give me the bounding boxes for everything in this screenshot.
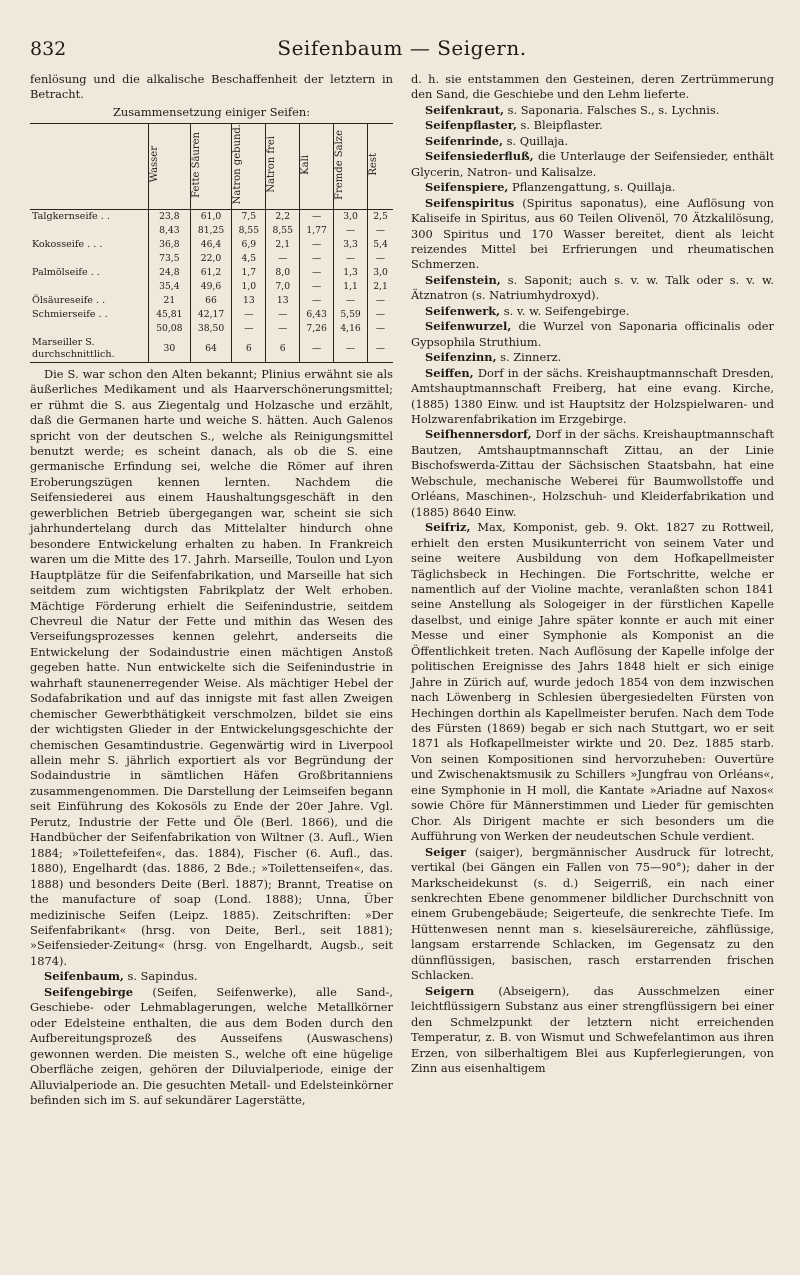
- table-cell: —: [368, 308, 394, 322]
- table-cell: 2,1: [368, 280, 394, 294]
- table-cell: —: [334, 336, 368, 363]
- page-header: [30, 36, 774, 70]
- table-row: [30, 252, 393, 266]
- dictionary-entry: [411, 520, 774, 845]
- dictionary-entry: [411, 103, 774, 118]
- entry-text: s. Sapindus.: [123, 969, 198, 984]
- table-cell: 24,8: [149, 266, 191, 280]
- entry-text: die Unterlauge der Seifensieder, enthält Glycerin, Natron- und Kalisalze.: [411, 149, 774, 179]
- table-cell: 38,50: [190, 322, 232, 336]
- entry-headword: Seifenbaum,: [44, 969, 124, 984]
- page-title: Seifenbaum — Seigern.: [277, 36, 527, 60]
- entry-headword: Seiffen,: [425, 365, 474, 380]
- table-cell: —: [266, 322, 300, 336]
- table-row: [30, 336, 393, 363]
- table-row-label: Talgkernseife . .: [32, 210, 110, 222]
- intro-text: fenlösung und die alkalische Beschaffenheit der letztern in Betracht.: [30, 72, 393, 102]
- table-row-label: [30, 252, 149, 266]
- table-row: [30, 280, 393, 294]
- table-row: [30, 209, 393, 224]
- table-row-label: [30, 224, 149, 238]
- table-cell: 8,55: [232, 224, 266, 238]
- table-header: Fremde Salze: [334, 124, 368, 209]
- table-cell: 3,3: [334, 238, 368, 252]
- entry-headword: Seifensiederfluß,: [425, 149, 534, 164]
- table-cell: 5,4: [368, 238, 394, 252]
- table-cell: 2,2: [266, 209, 300, 224]
- table-row: [30, 294, 393, 308]
- entry-list: [411, 103, 774, 1077]
- entry-text: (Abseigern), das Ausschmelzen einer leichtflüssigern Substanz aus einer strengflüssigern bei einer den Schmelzpunkt der letztern nicht erreichenden Temperatur, z. B. von Wismut und Schwefelantimon aus ihren Erzen, von silberhaltigem Blei aus Kupferlegierungen, von Zinn aus eisenhaltigem: [411, 983, 774, 1075]
- table-cell: 30: [149, 336, 191, 363]
- table-cell: 21: [149, 294, 191, 308]
- table-cell: 6,43: [300, 308, 334, 322]
- table-cell: —: [300, 294, 334, 308]
- table-row-label: [30, 280, 149, 294]
- right-column: [411, 72, 774, 1108]
- entry-text: (Spiritus saponatus), eine Auflösung von Kaliseife in Spiritus, aus 60 Teilen Olivenöl, 70 Ätzkalilösung, 300 Spiritus und 170 Wasser bereitet, dient als leicht reizendes Mittel bei Erfrierungen und rheumatischen Schmerzen.: [411, 195, 774, 272]
- table-cell: 66: [190, 294, 232, 308]
- entry-headword: Seiger: [425, 844, 467, 859]
- table-cell: —: [300, 238, 334, 252]
- table-row-label: Marseiller S. durchschnittlich.: [30, 336, 149, 363]
- entry-text: s. Bleipflaster.: [516, 118, 603, 133]
- dictionary-entry: [411, 180, 774, 195]
- table-cell: —: [368, 336, 394, 363]
- table-cell: 49,6: [190, 280, 232, 294]
- entry-headword: Seifenpflaster,: [425, 118, 517, 133]
- table-cell: 36,8: [149, 238, 191, 252]
- entry-text: Dorf in der sächs. Kreishauptmannschaft Dresden, Amtshauptmannschaft Freiberg, hat eine evang. Kirche, (1885) 1380 Einw. und ist Hauptsitz der Holzspielwaren- und Holzwarenfabrikation im Erzgebirge.: [411, 365, 774, 426]
- page-number: 832: [30, 38, 67, 60]
- table-cell: 61,2: [190, 266, 232, 280]
- entry-text: s. Saponit; auch s. v. w. Talk oder s. v. w. Ätznatron (s. Natriumhydroxyd).: [411, 272, 774, 303]
- table-cell: 22,0: [190, 252, 232, 266]
- entry-headword: Seifengebirge: [44, 984, 133, 999]
- dictionary-entry: [411, 118, 774, 133]
- entry-text: (Seifen, Seifenwerke), alle Sand-, Geschiebe- oder Lehmablagerungen, welche Metallkörner oder Edelsteine enthalten, die aus dem Boden durch den Aufbereitungsprozeß des Ausseifens (Auswaschens) gewonnen werden. Die meisten S., welche oft eine hügelige Oberfläche zeigen, gehören der Diluvialperiode, einige der Alluvialperiode an. Die gesuchten Metall- und Edelsteinkörner befinden sich im S. auf sekundärer Lagerstätte,: [30, 984, 393, 1107]
- table-cell: 13: [266, 294, 300, 308]
- table-cell: 4,5: [232, 252, 266, 266]
- dictionary-entry: [411, 134, 774, 149]
- table-cell: 1,1: [334, 280, 368, 294]
- table-cell: 46,4: [190, 238, 232, 252]
- table-row-label: Schmierseife . .: [32, 308, 108, 320]
- table-cell: 7,0: [266, 280, 300, 294]
- table-row: [30, 266, 393, 280]
- entry-headword: Seifenstein,: [425, 272, 501, 287]
- table-cell: 61,0: [190, 209, 232, 224]
- table-cell: 13: [232, 294, 266, 308]
- entry-headword: Seifenspiere,: [425, 180, 509, 195]
- dictionary-entry: [411, 304, 774, 319]
- table-header: Wasser: [149, 124, 191, 209]
- table-cell: 50,08: [149, 322, 191, 336]
- entry-text: s. Quillaja.: [503, 133, 569, 148]
- table-cell: 3,0: [334, 209, 368, 224]
- table-header: Natron gebund.: [232, 124, 266, 209]
- continued-text: d. h. sie entstammen den Gesteinen, deren Zertrümmerung den Sand, die Geschiebe und den Lehm lieferte.: [411, 72, 774, 102]
- entry-text: s. Saponaria. Falsches S., s. Lychnis.: [504, 102, 720, 117]
- entry-text: Pflanzengattung, s. Quillaja.: [508, 180, 676, 195]
- table-header: Kali: [300, 124, 334, 209]
- entry-text: die Wurzel von Saponaria officinalis oder Gypsophila Struthium.: [411, 319, 774, 349]
- table-title: Zusammensetzung einiger Seifen:: [112, 104, 311, 119]
- table-cell: —: [334, 224, 368, 238]
- table-cell: 6,9: [232, 238, 266, 252]
- table-cell: 2,5: [368, 209, 394, 224]
- entry-headword: Seifenspiritus: [425, 195, 515, 210]
- table-cell: 7,26: [300, 322, 334, 336]
- table-cell: —: [300, 336, 334, 363]
- entry-headword: Seifenkraut,: [425, 102, 505, 117]
- table-header: Fette Säuren: [190, 124, 232, 209]
- dictionary-entry: [411, 350, 774, 365]
- table-cell: 23,8: [149, 209, 191, 224]
- table-cell: 45,81: [149, 308, 191, 322]
- table-row: [30, 224, 393, 238]
- table-row: [30, 308, 393, 322]
- table-cell: 1,77: [300, 224, 334, 238]
- entry-headword: Seifenwerk,: [425, 303, 501, 318]
- entry-headword: Seifenrinde,: [425, 133, 504, 148]
- entry-headword: Seifriz,: [425, 520, 471, 535]
- entry-text: s. Zinnerz.: [496, 350, 562, 365]
- soap-composition-table: [30, 123, 393, 362]
- table-body: [30, 209, 393, 362]
- entry-text: Dorf in der sächs. Kreishauptmannschaft Bautzen, Amtshauptmannschaft Zittau, an der Linie Bischofswerda-Zittau der Sächsischen Staatsbahn, hat eine Webschule, mechanische Weberei für Baumwollstoffe und Orléans, Maschinen-, Holzschuh- und Kleiderfabrikation und (1885) 8640 Einw.: [411, 427, 774, 519]
- table-cell: —: [368, 224, 394, 238]
- table-cell: 1,3: [334, 266, 368, 280]
- dictionary-entry: [411, 845, 774, 984]
- dictionary-entry: [411, 196, 774, 273]
- entry-headword: Seifenwurzel,: [425, 319, 512, 334]
- entry-seifengebirge: [30, 985, 393, 1109]
- table-cell: —: [232, 308, 266, 322]
- dictionary-entry: [411, 984, 774, 1077]
- table-row: [30, 238, 393, 252]
- table-cell: 5,59: [334, 308, 368, 322]
- table-cell: 73,5: [149, 252, 191, 266]
- table-row-label: [30, 322, 149, 336]
- dictionary-entry: [411, 149, 774, 180]
- table-cell: 8,55: [266, 224, 300, 238]
- dictionary-entry: [411, 427, 774, 520]
- table-cell: 8,0: [266, 266, 300, 280]
- table-header-blank: [30, 124, 149, 209]
- table-row-label: Palmölseife . .: [32, 266, 100, 278]
- table-cell: 81,25: [190, 224, 232, 238]
- table-row-label: Ölsäureseife . .: [32, 294, 106, 306]
- left-column: [30, 72, 393, 1108]
- entry-text: (saiger), bergmännischer Ausdruck für lotrecht, vertikal (bei Gängen ein Fallen von 75—90°); daher in der Markscheidekunst (s. d.) Seigerriß, ein nach einer senkrechten Ebene genommener bildlicher Durchschnitt von einem Grubengebäude; Seigerteufe, die senkrechte Tiefe. Im Hüttenwesen nennt man s. kieselsäurereiche, zähflüssige, langsam erstarrende Schlacken, im Gegensatz zu den dünnflüssigen, basischen, rasch erstarrenden frischen Schlacken.: [411, 844, 774, 983]
- entry-text: Max, Komponist, geb. 9. Okt. 1827 zu Rottweil, erhielt den ersten Musikunterricht von seinem Vater und seine weitere Ausbildung von dem Hofkapellmeister Täglichsbeck in Hechingen. Die Fortschritte, welche er namentlich auf der Violine machte, veranlaßten schon 1841 seine Anstellung als Sologeiger in der fürstlichen Kapelle daselbst, und einige Jahre später konnte er auch mit einer Messe und einer Symphonie als Komponist an die Öffentlichkeit treten. Nach Auflösung der Kapelle infolge der politischen Ereignisse des Jahrs 1848 hielt er sich einige Jahre in Zürich auf, wurde jedoch 1854 von dem inzwischen nach Löwenberg in Schlesien übergesiedelten Fürsten von Hechingen dorthin als Kapellmeister berufen. Nach dem Tode des Fürsten (1869) begab er sich nach Stuttgart, wo er seit 1871 als Hofkapellmeister wirkte und 20. Dez. 1885 starb. Von seinen Kompositionen sind hervorzuheben: Ouvertüre und Zwischenaktsmusik zu Schillers »Jungfrau von Orléans«, eine Symphonie in H moll, die Kantate »Ariadne auf Naxos« sowie Chöre für Männerstimmen und Lieder für gemischten Chor. Als Dirigent machte er sich besonders um die Aufführung von Werken der neudeutschen Schule verdient.: [411, 520, 774, 844]
- table-cell: —: [266, 308, 300, 322]
- table-cell: 3,0: [368, 266, 394, 280]
- entry-headword: Seifhennersdorf,: [425, 427, 532, 442]
- table-header-row: [30, 124, 393, 209]
- table-cell: —: [334, 294, 368, 308]
- table-cell: —: [266, 252, 300, 266]
- entry-text: s. v. w. Seifengebirge.: [500, 303, 630, 318]
- table-cell: —: [232, 322, 266, 336]
- dictionary-entry: [411, 366, 774, 428]
- soap-history-paragraph: Die S. war schon den Alten bekannt; Plinius erwähnt sie als äußerliches Medikament und als Haarverschönerungsmittel; er rühmt die S. aus Ziegentalg und Holzasche und erzählt, daß die Germanen harte und weiche S. hätten. Auch Galenos spricht von der deutschen S., welche als Reinigungsmittel benutzt werde; es scheint danach, als ob die S. eine germanische Erfindung sei, welche die Römer auf ihren Eroberungszügen kennen lernten. Nachdem die Seifensiederei aus einem Haushaltungsgeschäft in den gewerblichen Betrieb übergegangen war, scheint sie sich jahrhundertelang durch das Mittelalter hindurch ohne besondere Entwickelung erhalten zu haben. In Frankreich waren um die Mitte des 17. Jahrh. Marseille, Toulon und Lyon Hauptplätze für die Seifenfabrikation, und Marseille hat sich seitdem zum wichtigsten Fabrikplatz der Welt erhoben. Mächtige Förderung erhielt die Seifenindustrie, seitdem Chevreul die Natur der Fette und mithin das Wesen des Verseifungsprozesses kennen gelehrt, anderseits die Entwickelung der Sodaindustrie einen mächtigen Anstoß gegeben hatte. Nun entwickelte sich die Seifenindustrie in wahrhaft staunenerregender Weise. Als mächtiger Hebel der Sodafabrikation und auf das innigste mit fast allen Zweigen chemischer Gewerbthätigkeit verschmolzen, bildet sie eins der wichtigsten Glieder in der Entwickelungsgeschichte der chemischen Gesamtindustrie. Gegenwärtig wird in Liverpool allein mehr S. jährlich exportiert als vor Begründung der Sodaindustrie in sämtlichen Häfen Großbritanniens zusammengenommen. Die Darstellung der Leimseifen begann seit Einführung des Kokosöls zu Ende der 20er Jahre. Vgl. Perutz, Industrie der Fette und Öle (Berl. 1866), und die Handbücher der Seifenfabrikation von Wiltner (3. Aufl., Wien 1884; »Toilettefeifen«, das. 1884), Fischer (6. Aufl., das. 1880), Engelhardt (das. 1886, 2 Bde.; »Toilettenseifen«, das. 1888) und besonders Deite (Berl. 1887); Brannt, Treatise on the manufacture of soap (Lond. 1888); Unna, Über medizinische Seifen (Leipz. 1885). Zeitschriften: »Der Seifenfabrikant« (hrsg. von Deite, Berl., seit 1881); »Seifensieder-Zeitung« (hrsg. von Engelhardt, Augsb., seit 1874).: [30, 366, 393, 968]
- table-cell: 7,5: [232, 209, 266, 224]
- table-cell: —: [300, 280, 334, 294]
- dictionary-entry: [411, 273, 774, 304]
- table-cell: 6: [266, 336, 300, 363]
- table-row-label: Kokosseife . . .: [32, 238, 103, 250]
- table-header: Natron frei: [266, 124, 300, 209]
- table-cell: —: [300, 209, 334, 224]
- table-cell: —: [334, 252, 368, 266]
- entry-headword: Seigern: [425, 983, 475, 998]
- table-cell: —: [368, 294, 394, 308]
- table-cell: 8,43: [149, 224, 191, 238]
- table-cell: —: [368, 322, 394, 336]
- table-cell: 2,1: [266, 238, 300, 252]
- table-cell: 42,17: [190, 308, 232, 322]
- table-cell: —: [300, 266, 334, 280]
- table-cell: —: [368, 252, 394, 266]
- table-cell: 4,16: [334, 322, 368, 336]
- table-header: Rest: [368, 124, 394, 209]
- columns: [30, 72, 774, 1108]
- entry-seifenbaum: [30, 969, 393, 984]
- table-cell: 1,0: [232, 280, 266, 294]
- table-row: [30, 322, 393, 336]
- entry-headword: Seifenzinn,: [425, 350, 497, 365]
- table-cell: 6: [232, 336, 266, 363]
- dictionary-entry: [411, 319, 774, 350]
- table-cell: 1,7: [232, 266, 266, 280]
- table-cell: 35,4: [149, 280, 191, 294]
- table-cell: 64: [190, 336, 232, 363]
- table-cell: —: [300, 252, 334, 266]
